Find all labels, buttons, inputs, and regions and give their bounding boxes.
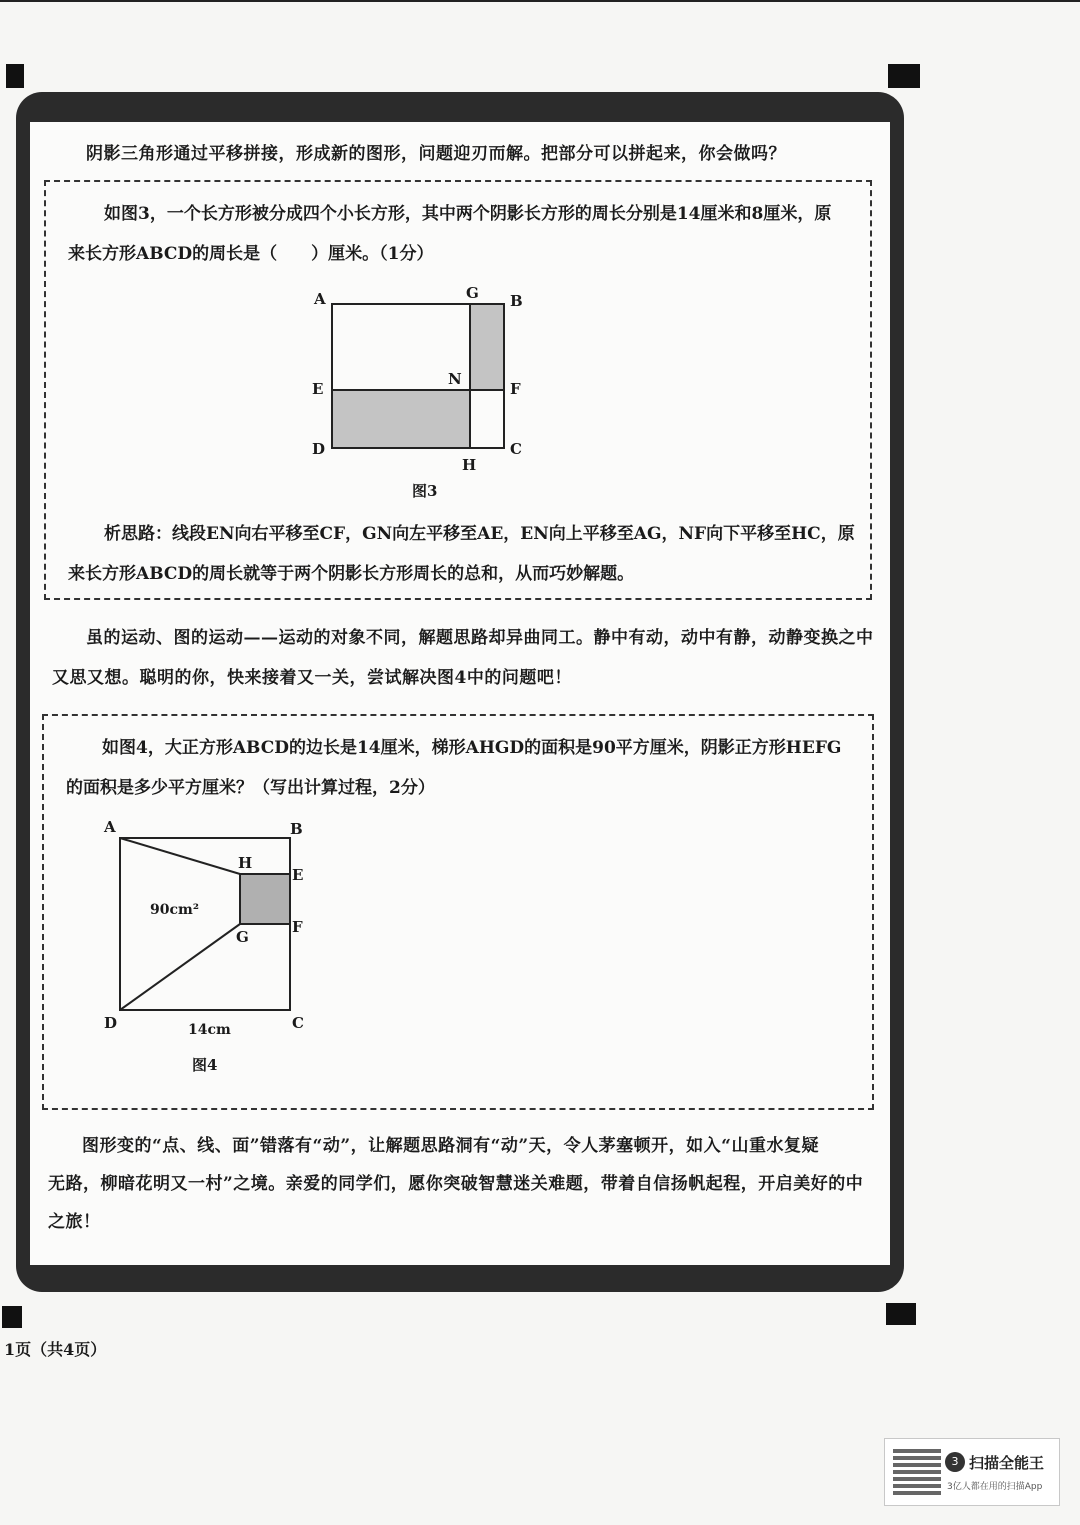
line-ah	[120, 838, 240, 874]
label-B: B	[510, 292, 523, 310]
label-G: G	[466, 284, 479, 302]
label-A: A	[314, 290, 326, 308]
label-E: E	[292, 866, 304, 884]
registration-mark-bottom-right	[886, 1303, 916, 1325]
middle-line2: 又思又想。聪明的你，快来接着又一关，尝试解决图4中的问题吧！	[52, 668, 572, 688]
label-F: F	[292, 918, 303, 936]
registration-mark-top-right	[888, 64, 920, 88]
question-3-box	[44, 180, 872, 600]
q4-line2: 的面积是多少平方厘米？（写出计算过程，2分）	[66, 778, 435, 798]
closing-line3: 之旅！	[48, 1212, 101, 1232]
middle-line1: 虽的运动、图的运动——运动的对象不同，解题思路却异曲同工。静中有动，动中有静，动静变换之中	[86, 628, 874, 648]
registration-mark-bottom-left	[2, 1306, 22, 1328]
label-C: C	[292, 1014, 304, 1032]
shaded-square-hefg	[240, 874, 290, 924]
q3-line2: 来长方形ABCD的周长是（ ）厘米。（1分）	[68, 244, 434, 264]
registration-mark-top-left	[6, 64, 24, 88]
question-4-box	[42, 714, 874, 1110]
q3-analysis-line1: 析思路：线段EN向右平移至CF，GN向左平移至AE，EN向上平移至AG，NF向下平移至HC，原	[104, 524, 855, 544]
label-H: H	[462, 456, 477, 474]
figure-4-diagram	[96, 818, 336, 1088]
scanner-logo-icon: 3	[945, 1452, 965, 1472]
label-D: D	[312, 440, 326, 458]
label-E: E	[312, 380, 324, 398]
top-border-line	[0, 0, 1080, 2]
intro-text: 阴影三角形通过平移拼接，形成新的图形，问题迎刃而解。把部分可以拼起来，你会做吗？	[86, 144, 786, 164]
area-label: 90cm²	[150, 902, 199, 918]
shaded-rect-bottom	[332, 390, 470, 448]
line-dg	[120, 924, 240, 1010]
label-D: D	[104, 1014, 118, 1032]
scanner-tagline: 3亿人都在用的扫描App	[947, 1482, 1043, 1492]
label-F: F	[510, 380, 521, 398]
figure-4-caption: 图4	[192, 1056, 218, 1074]
figure-3-diagram	[308, 282, 568, 502]
q4-line1: 如图4，大正方形ABCD的边长是14厘米，梯形AHGD的面积是90平方厘米，阴影正方形HEFG	[102, 738, 842, 758]
qr-code-icon	[893, 1447, 941, 1495]
scanner-app-name: 扫描全能王	[969, 1454, 1045, 1472]
label-B: B	[290, 820, 303, 838]
label-C: C	[510, 440, 522, 458]
scanner-watermark	[884, 1438, 1060, 1506]
closing-line2: 无路，柳暗花明又一村”之境。亲爱的同学们，愿你突破智慧迷关难题，带着自信扬帆起程，开启美好的中	[48, 1174, 864, 1194]
label-H: H	[238, 854, 253, 872]
label-G: G	[236, 928, 249, 946]
shaded-rect-right	[470, 304, 504, 390]
page-number: 1页（共4页）	[4, 1340, 107, 1359]
label-A: A	[104, 818, 116, 836]
q3-line1: 如图3，一个长方形被分成四个小长方形，其中两个阴影长方形的周长分别是14厘米和8厘米，原	[104, 204, 832, 224]
frame-top-text	[216, 94, 716, 120]
frame-bottom-text	[216, 1268, 776, 1290]
q3-analysis-line2: 来长方形ABCD的周长就等于两个阴影长方形周长的总和，从而巧妙解题。	[68, 564, 635, 584]
label-N: N	[448, 370, 462, 388]
worksheet	[30, 122, 890, 1265]
figure-3-caption: 图3	[412, 482, 438, 500]
side-label: 14cm	[188, 1022, 231, 1038]
closing-line1: 图形变的“点、线、面”错落有“动”，让解题思路洞有“动”天，令人茅塞顿开，如入“山重水复疑	[82, 1136, 819, 1156]
